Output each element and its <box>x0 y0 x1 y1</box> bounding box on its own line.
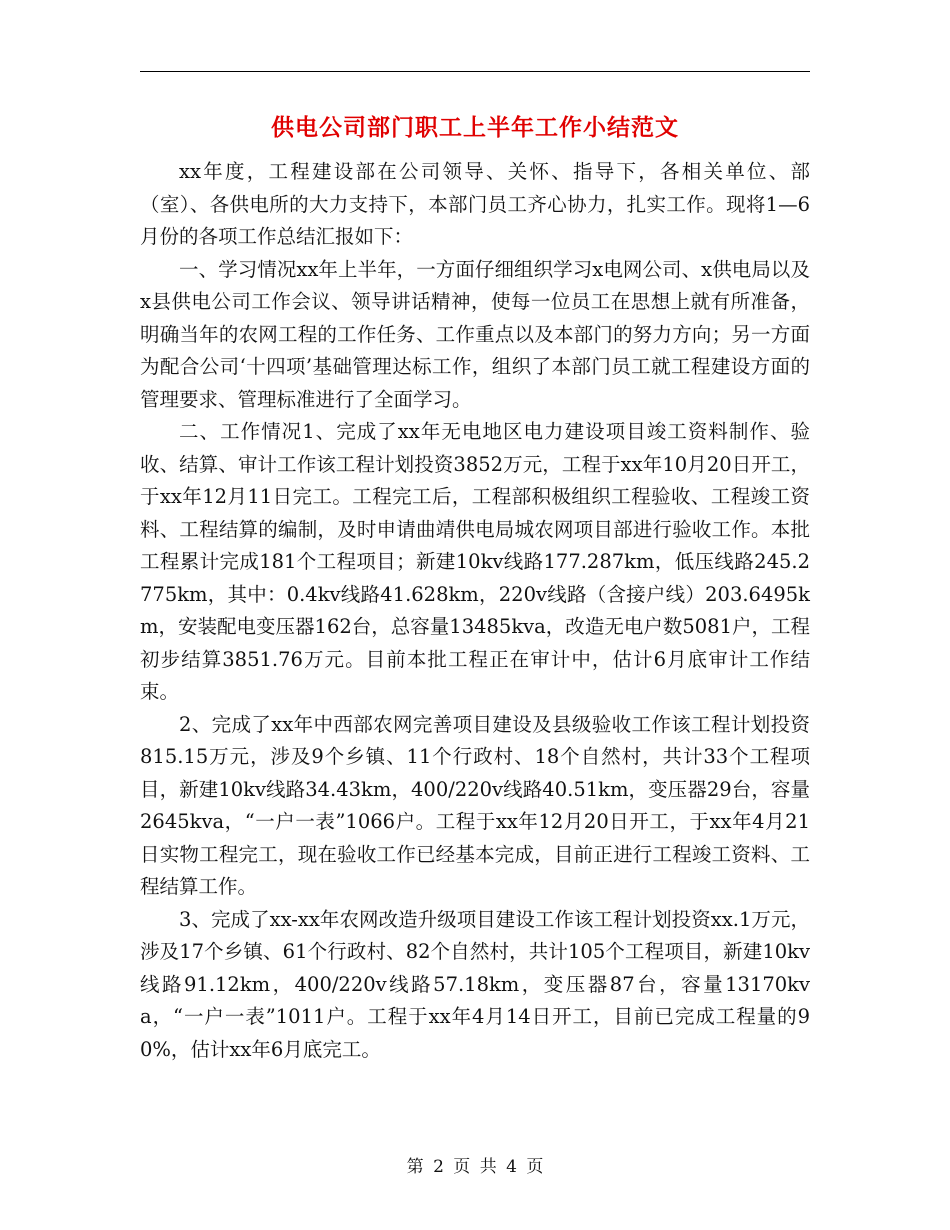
header-rule <box>140 71 810 72</box>
paragraph-work-2: 2、完成了xx年中西部农网完善项目建设及县级验收工作该工程计划投资815.15万元，涉及9个乡镇、11个行政村、18个自然村，共计33个工程项目，新建10kv线路34.43km，400/220v线路40.51km，变压器29台，容量2645kva，“一户一表”1066户。工程于xx年12月20日开工，于xx年4月21日实物工程完工，现在验收工作已经基本完成，目前正进行工程竣工资料、工程结算工作。 <box>140 712 810 898</box>
document-title: 供电公司部门职工上半年工作小结范文 <box>271 114 679 141</box>
paragraph-intro: xx年度，工程建设部在公司领导、关怀、指导下，各相关单位、部（室）、各供电所的大力支持下，本部门员工齐心协力，扎实工作。现将1—6月份的各项工作总结汇报如下： <box>140 160 810 248</box>
paragraph-study: 一、学习情况xx年上半年，一方面仔细组织学习x电网公司、x供电局以及x县供电公司工作会议、领导讲话精神，使每一位员工在思想上就有所准备，明确当年的农网工程的工作任务、工作重点以及本部门的努力方向；另一方面为配合公司‘十四项’基础管理达标工作，组织了本部门员工就工程建设方面的管理要求、管理标准进行了全面学习。 <box>140 257 810 411</box>
paragraph-work-1: 二、工作情况1、完成了xx年无电地区电力建设项目竣工资料制作、验收、结算、审计工作该工程计划投资3852万元，工程于xx年10月20日开工，于xx年12月11日完工。工程完工后，工程部积极组织工程验收、工程竣工资料、工程结算的编制，及时申请曲靖供电局城农网项目部进行验收工作。本批工程累计完成181个工程项目；新建10kv线路177.287km，低压线路245.2775km，其中：0.4kv线路41.628km，220v线路（含接户线）203.6495km，安装配电变压器162台，总容量13485kva，改造无电户数5081户，工程初步结算3851.76万元。目前本批工程正在审计中，估计6月底审计工作结束。 <box>140 420 810 703</box>
page-number: 第 2 页 共 4 页 <box>406 1157 544 1177</box>
document-body <box>140 156 810 1066</box>
paragraph-work-3: 3、完成了xx-xx年农网改造升级项目建设工作该工程计划投资xx.1万元，涉及17个乡镇、61个行政村、82个自然村，共计105个工程项目，新建10kv线路91.12km，400/220v线路57.18km，变压器87台，容量13170kva，“一户一表”1011户。工程于xx年4月14日开工，目前已完成工程量的90%，估计xx年6月底完工。 <box>140 907 810 1061</box>
